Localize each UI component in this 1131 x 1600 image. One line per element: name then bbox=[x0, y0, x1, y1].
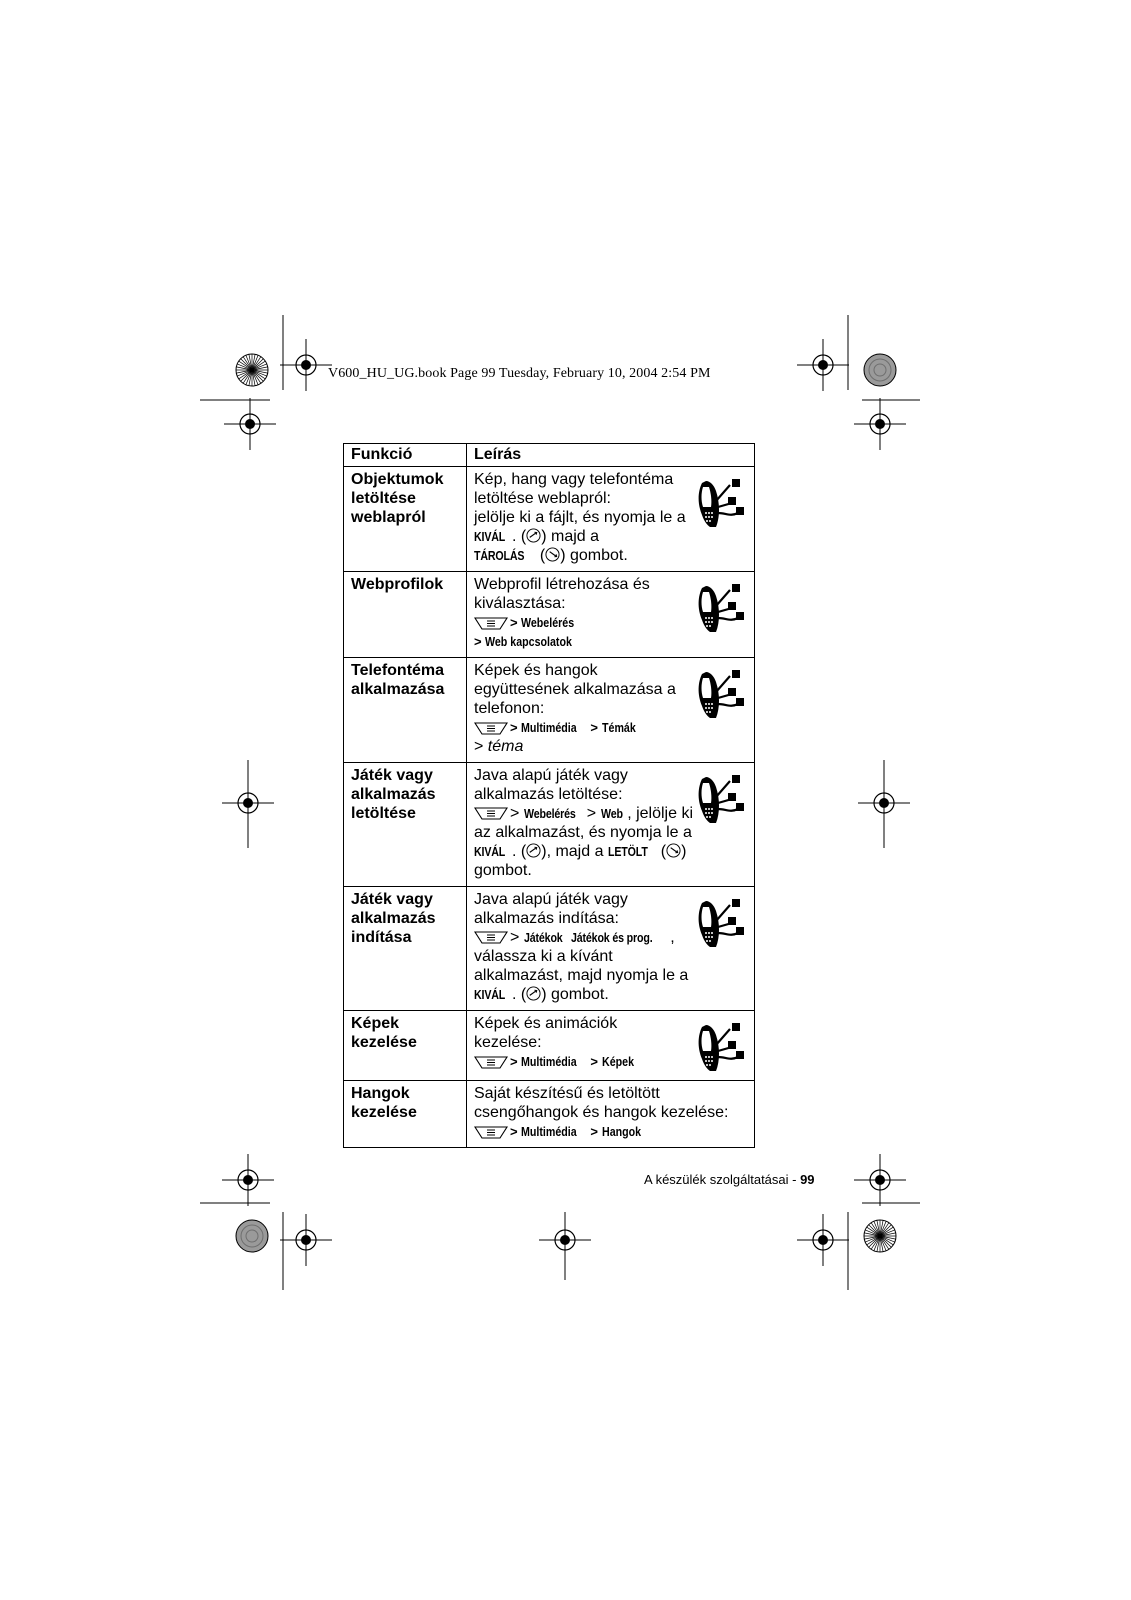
network-phone-icon bbox=[694, 582, 746, 636]
menu-item: Témák bbox=[601, 720, 636, 735]
network-phone-icon bbox=[694, 477, 746, 531]
menu-key-icon bbox=[474, 722, 508, 735]
text-fragment: . ( bbox=[512, 528, 527, 545]
menu-key-icon bbox=[474, 931, 508, 944]
table-row bbox=[344, 887, 755, 1011]
path-separator: > bbox=[590, 1124, 598, 1139]
path-separator: > bbox=[474, 634, 482, 649]
function-description bbox=[467, 1081, 755, 1148]
page-footer bbox=[644, 1172, 815, 1187]
text-fragment: ) gombot. bbox=[560, 547, 628, 564]
softkey-label: KIVÁL bbox=[474, 529, 506, 544]
menu-path bbox=[474, 632, 684, 651]
function-name: Képek kezelése bbox=[344, 1011, 467, 1081]
menu-item: Multimédia bbox=[521, 720, 577, 735]
column-header-function: Funkció bbox=[344, 444, 467, 467]
menu-item: Multimédia bbox=[521, 1124, 577, 1139]
path-separator: > bbox=[510, 1124, 518, 1139]
softkey-icon bbox=[545, 547, 560, 562]
menu-item: Webelérés bbox=[523, 806, 576, 821]
table-row bbox=[344, 572, 755, 658]
menu-path bbox=[474, 1052, 684, 1071]
menu-item: Képek bbox=[601, 1054, 634, 1069]
description-text: Kép, hang vagy telefontéma letöltése weblapról: bbox=[474, 471, 674, 507]
network-phone-icon bbox=[694, 1021, 746, 1075]
description-text: Képek és hangok együttesének alkalmazása a telefonon: bbox=[474, 662, 676, 717]
path-separator: > bbox=[510, 720, 518, 735]
menu-key-icon bbox=[474, 1126, 508, 1139]
softkey-icon bbox=[666, 843, 681, 858]
function-description bbox=[467, 572, 755, 658]
instruction-text bbox=[474, 804, 710, 880]
table-header-row bbox=[344, 444, 755, 467]
menu-path bbox=[474, 613, 684, 632]
table-row bbox=[344, 1081, 755, 1148]
table-row bbox=[344, 1011, 755, 1081]
softkey-icon bbox=[526, 843, 541, 858]
path-separator: > bbox=[590, 1054, 598, 1069]
book-header: V600_HU_UG.book Page 99 Tuesday, February 10, 2004 2:54 PM bbox=[328, 366, 711, 381]
instruction-line bbox=[474, 546, 684, 565]
menu-item: Web kapcsolatok bbox=[485, 634, 573, 649]
instruction-line bbox=[474, 527, 684, 546]
softkey-label: KIVÁL bbox=[474, 987, 506, 1002]
description-text: Webprofil létrehozása és kiválasztása: bbox=[474, 576, 650, 612]
softkey-icon bbox=[526, 986, 541, 1001]
text-fragment: ), majd a bbox=[541, 843, 608, 860]
menu-item: Web bbox=[600, 806, 623, 821]
page-number: 99 bbox=[800, 1172, 815, 1187]
function-description bbox=[467, 658, 755, 763]
text-fragment: , jelölje ki az alkalmazást, és nyomja le a bbox=[474, 805, 694, 841]
table-row bbox=[344, 658, 755, 763]
function-name: Objektumok letöltése weblapról bbox=[344, 467, 467, 572]
text-fragment: , válassza ki a kívánt alkalmazást, majd nyomja le a bbox=[474, 929, 689, 984]
menu-item: Hangok bbox=[601, 1124, 641, 1139]
text-fragment: . ( bbox=[512, 986, 527, 1003]
function-name: Webprofilok bbox=[344, 572, 467, 658]
menu-item-variable: téma bbox=[487, 738, 524, 755]
path-separator: > bbox=[586, 805, 597, 822]
column-header-description: Leírás bbox=[467, 444, 755, 467]
text-fragment: ) majd a bbox=[541, 528, 600, 545]
text-fragment: ) gombot. bbox=[474, 843, 687, 879]
menu-key-icon bbox=[474, 617, 508, 630]
description-text: Képek és animációk kezelése: bbox=[474, 1015, 618, 1051]
path-separator: > bbox=[590, 720, 598, 735]
network-phone-icon bbox=[694, 897, 746, 951]
description-text: jelölje ki a fájlt, és nyomja le a bbox=[474, 509, 686, 526]
function-description bbox=[467, 887, 755, 1011]
softkey-label: LETÖLT bbox=[607, 844, 648, 859]
footer-section: A készülék szolgáltatásai - bbox=[644, 1172, 801, 1187]
feature-table bbox=[343, 443, 755, 1148]
function-description bbox=[467, 467, 755, 572]
path-separator: > bbox=[510, 805, 520, 822]
function-description bbox=[467, 1011, 755, 1081]
description-text: Java alapú játék vagy alkalmazás indítása: bbox=[474, 891, 628, 927]
description-text: Java alapú játék vagy alkalmazás letöltése: bbox=[474, 767, 628, 803]
softkey-label: TÁROLÁS bbox=[474, 548, 525, 563]
function-name: Hangok kezelése bbox=[344, 1081, 467, 1148]
text-fragment: ) gombot. bbox=[541, 986, 609, 1003]
function-description bbox=[467, 763, 755, 887]
menu-path bbox=[474, 718, 684, 737]
softkey-label: KIVÁL bbox=[474, 844, 506, 859]
instruction-text bbox=[474, 928, 700, 1004]
table-row bbox=[344, 467, 755, 572]
text-fragment: . ( bbox=[512, 843, 527, 860]
menu-item: Játékok bbox=[523, 930, 563, 945]
path-separator: > bbox=[510, 929, 520, 946]
table-row bbox=[344, 763, 755, 887]
path-separator: > bbox=[510, 615, 518, 630]
menu-item: Multimédia bbox=[521, 1054, 577, 1069]
function-name: Telefontéma alkalmazása bbox=[344, 658, 467, 763]
path-separator: > bbox=[474, 738, 484, 755]
network-phone-icon bbox=[694, 773, 746, 827]
text-fragment: ( bbox=[535, 547, 546, 564]
function-name: Játék vagy alkalmazás letöltése bbox=[344, 763, 467, 887]
menu-key-icon bbox=[474, 1056, 508, 1069]
softkey-icon bbox=[526, 528, 541, 543]
menu-item: Játékok és prog. bbox=[570, 930, 653, 945]
function-name: Játék vagy alkalmazás indítása bbox=[344, 887, 467, 1011]
network-phone-icon bbox=[694, 668, 746, 722]
menu-path bbox=[474, 737, 684, 756]
path-separator: > bbox=[510, 1054, 518, 1069]
menu-key-icon bbox=[474, 807, 508, 820]
text-fragment: ( bbox=[656, 843, 667, 860]
description-text: Saját készítésű és letöltött csengőhangok és hangok kezelése: bbox=[474, 1085, 729, 1121]
menu-path bbox=[474, 1122, 734, 1141]
menu-item: Webelérés bbox=[521, 615, 575, 630]
